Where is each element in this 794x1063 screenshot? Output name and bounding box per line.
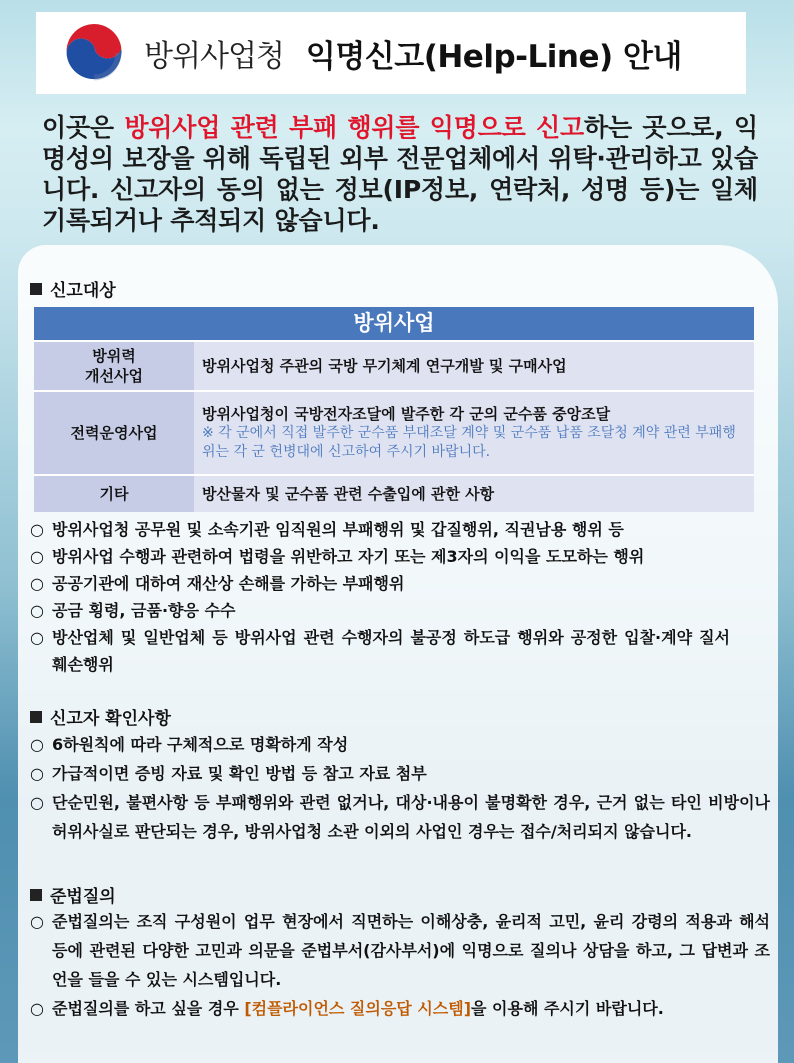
table-header: 방위사업 — [34, 307, 754, 340]
list-item: ○ 가급적이면 증빙 자료 및 확인 방법 등 참고 자료 첨부 — [30, 759, 770, 788]
list-item: ○ 방산업체 및 일반업체 등 방위사업 관련 수행자의 불공정 하도급 행위와 공정한 입찰·계약 질서 훼손행위 — [30, 624, 770, 678]
circle-bullet-icon: ○ — [30, 574, 44, 593]
table-row-desc-text: 방산물자 및 군수품 관련 수출입에 관한 사항 — [202, 485, 495, 503]
intro-text-rest: 하는 곳으로, 익명성의 보장을 위해 독립된 외부 전문업체에서 위탁·관리하고 있습니다. 신고자의 동의 없는 정보(IP정보, 연락처, 성명 등)는 일체 기록되거나 추적되지 않습니다. — [42, 113, 758, 235]
table-row-category: 전력운영사업 — [34, 392, 194, 474]
target-items-list — [30, 516, 770, 678]
list-item: ○ 준법질의는 조직 구성원이 업무 현장에서 직면하는 이해상충, 윤리적 고민, 윤리 강령의 적용과 해석 등에 관련된 다양한 고민과 의문을 준법부서(감사부서)에 익명으로 질의나 상담을 하고, 그 답변과 조언을 들을 수 있는 시스템입니다. — [30, 907, 770, 994]
table-row-desc — [194, 392, 754, 474]
intro-text: 이곳은 — [42, 113, 125, 142]
list-item — [30, 994, 770, 1023]
circle-bullet-icon: ○ — [30, 601, 44, 620]
table-row-note: ※ 각 군에서 직접 발주한 군수품 부대조달 계약 및 군수품 납품 조달청 계약 관련 부패행위는 각 군 헌병대에 신고하여 주시기 바랍니다. — [202, 425, 736, 460]
table-row-desc — [194, 476, 754, 512]
compliance-items-list — [30, 907, 770, 1023]
table-row — [34, 340, 754, 390]
square-bullet-icon — [30, 711, 42, 723]
page-title: 익명신고(Help-Line) 안내 — [305, 38, 682, 75]
intro-highlight: 방위사업 관련 부패 행위를 익명으로 신고 — [124, 113, 584, 142]
circle-bullet-icon: ○ — [30, 735, 44, 754]
org-name: 방위사업청 — [144, 39, 284, 74]
section-targets-heading — [30, 276, 116, 301]
list-item: ○ 방위사업 수행과 관련하여 법령을 위반하고 자기 또는 제3자의 이익을 도모하는 행위 — [30, 543, 770, 570]
table-row-category: 기타 — [34, 476, 194, 512]
list-item: ○ 공금 횡령, 금품·향응 수수 — [30, 597, 770, 624]
mapa-logo-icon — [58, 17, 130, 89]
targets-table — [34, 307, 754, 512]
compliance-text: 준법질의를 하고 싶을 경우 — [52, 999, 245, 1018]
table-row-desc-text: 방위사업청이 국방전자조달에 발주한 각 군의 군수품 중앙조달 — [202, 405, 611, 423]
circle-bullet-icon: ○ — [30, 547, 44, 566]
circle-bullet-icon: ○ — [30, 764, 44, 783]
circle-bullet-icon: ○ — [30, 999, 44, 1018]
section-reporter-heading — [30, 704, 171, 729]
table-row-desc — [194, 342, 754, 390]
table-row-desc-text: 방위사업청 주관의 국방 무기체계 연구개발 및 구매사업 — [202, 357, 567, 375]
circle-bullet-icon: ○ — [30, 628, 44, 647]
table-row — [34, 390, 754, 474]
square-bullet-icon — [30, 283, 42, 295]
compliance-text-rest: 을 이용해 주시기 바랍니다. — [471, 999, 664, 1018]
circle-bullet-icon: ○ — [30, 912, 44, 931]
square-bullet-icon — [30, 889, 42, 901]
section-targets-label: 신고대상 — [50, 281, 116, 301]
header-bar — [36, 12, 746, 94]
section-compliance-heading — [30, 882, 116, 907]
intro-paragraph — [42, 112, 758, 236]
table-row-category: 방위력 개선사업 — [34, 342, 194, 390]
compliance-system-link[interactable]: [컴플라이언스 질의응답 시스템] — [244, 999, 472, 1018]
section-compliance-label: 준법질의 — [50, 887, 116, 907]
reporter-items-list — [30, 730, 770, 846]
list-item: ○ 공공기관에 대하여 재산상 손해를 가하는 부패행위 — [30, 570, 770, 597]
table-row — [34, 474, 754, 512]
list-item: ○ 6하원칙에 따라 구체적으로 명확하게 작성 — [30, 730, 770, 759]
list-item: ○ 방위사업청 공무원 및 소속기관 임직원의 부패행위 및 갑질행위, 직권남용 행위 등 — [30, 516, 770, 543]
circle-bullet-icon: ○ — [30, 793, 44, 812]
circle-bullet-icon: ○ — [30, 520, 44, 539]
section-reporter-label: 신고자 확인사항 — [50, 709, 171, 729]
list-item: ○ 단순민원, 불편사항 등 부패행위와 관련 없거나, 대상·내용이 불명확한 경우, 근거 없는 타인 비방이나 허위사실로 판단되는 경우, 방위사업청 소관 이외의 사업인 경우는 접수/처리되지 않습니다. — [30, 788, 770, 846]
